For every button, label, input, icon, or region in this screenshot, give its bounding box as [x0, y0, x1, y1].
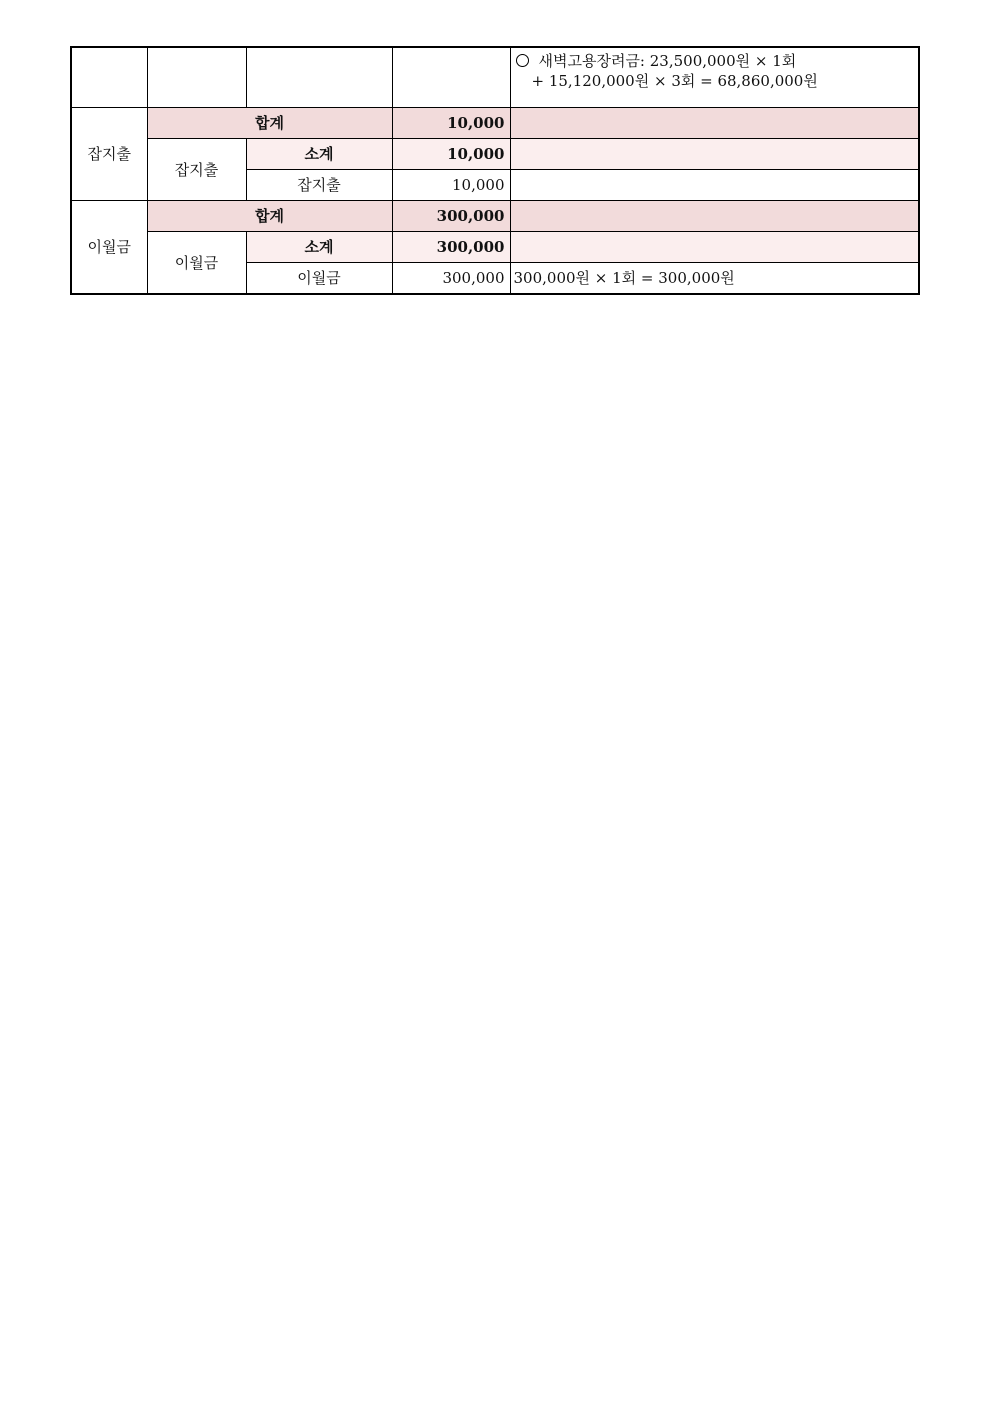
subtotal-note	[510, 232, 919, 263]
table-row	[71, 232, 919, 263]
budget-table	[70, 46, 920, 295]
total-amount: 300,000	[392, 201, 510, 232]
table-row	[71, 47, 919, 108]
item-amount: 10,000	[392, 170, 510, 201]
note-text: 새벽고용장려금: 23,500,000원 × 1회	[538, 52, 797, 70]
item-label: 잡지출	[246, 170, 392, 201]
category-cell: 잡지출	[71, 108, 147, 201]
total-note	[510, 108, 919, 139]
subtotal-amount: 10,000	[392, 139, 510, 170]
item-note	[510, 170, 919, 201]
subcategory-cell: 이월금	[147, 232, 246, 295]
subtotal-note	[510, 139, 919, 170]
item-amount: 300,000	[392, 263, 510, 295]
total-label: 합계	[147, 108, 392, 139]
calculation-note-cell	[510, 47, 919, 108]
table-row	[71, 201, 919, 232]
category-cell: 이월금	[71, 201, 147, 295]
total-label: 합계	[147, 201, 392, 232]
circle-bullet-icon	[516, 54, 529, 67]
total-amount: 10,000	[392, 108, 510, 139]
table-row	[71, 108, 919, 139]
empty-cell	[392, 47, 510, 108]
empty-cell	[147, 47, 246, 108]
subtotal-label: 소계	[246, 232, 392, 263]
empty-cell	[246, 47, 392, 108]
item-note: 300,000원 × 1회 = 300,000원	[510, 263, 919, 295]
item-label: 이월금	[246, 263, 392, 295]
table-row	[71, 139, 919, 170]
subcategory-cell: 잡지출	[147, 139, 246, 201]
total-note	[510, 201, 919, 232]
subtotal-label: 소계	[246, 139, 392, 170]
note-line	[516, 51, 914, 71]
note-line: + 15,120,000원 × 3회 = 68,860,000원	[531, 72, 818, 90]
empty-cell	[71, 47, 147, 108]
subtotal-amount: 300,000	[392, 232, 510, 263]
